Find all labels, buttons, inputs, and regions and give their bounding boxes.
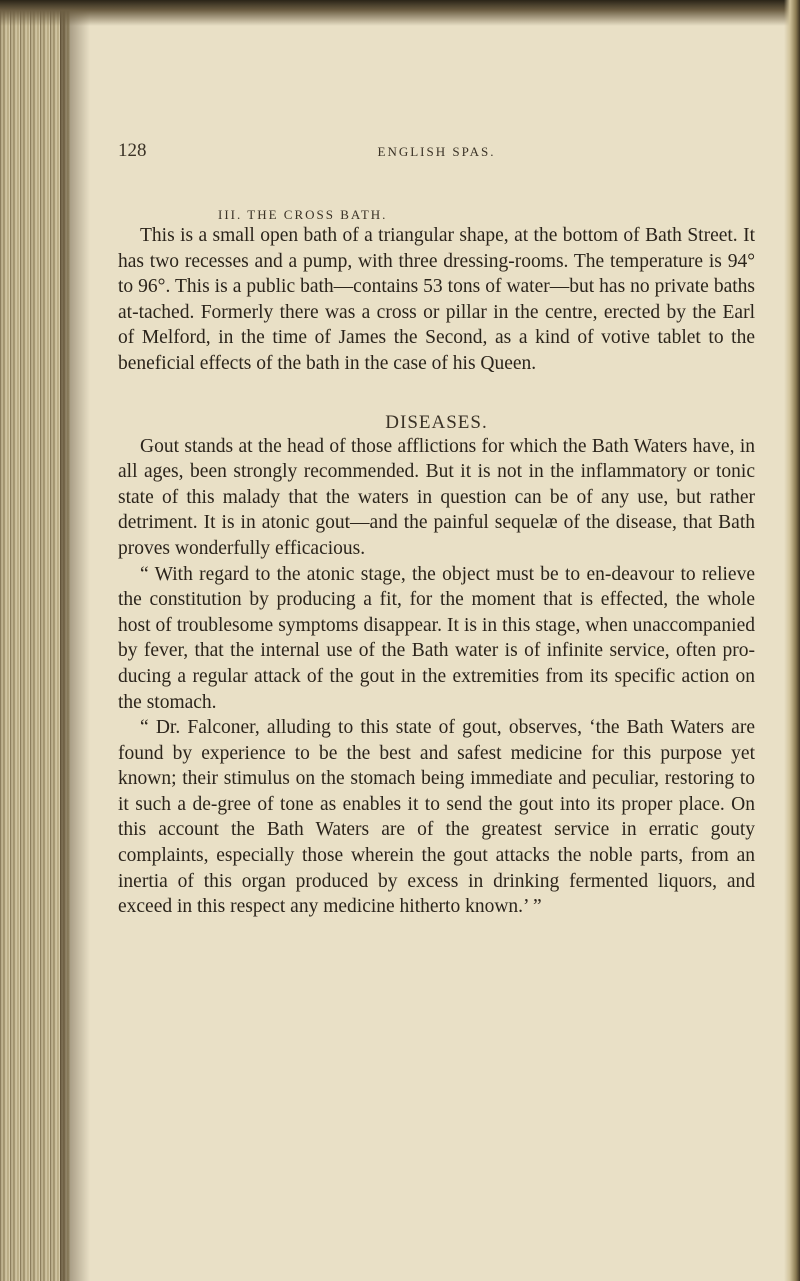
running-title: ENGLISH SPAS. xyxy=(377,144,496,159)
page-header xyxy=(118,140,755,164)
cross-bath-paragraph: This is a small open bath of a triangular shape, at the bottom of Bath Street. It has two recesses and a pump, with three dressing-rooms. The temperature is 94° to 96°. This is a public bath—contains 53 tons of water—but has no private baths at-tached. Formerly there was a cross or pillar in the centre, erected by the Earl of Melford, in the time of James the Second, as a kind of votive tablet to the beneficial effects of the bath in the case of his Queen. xyxy=(118,225,755,374)
page-top-edge xyxy=(0,0,800,26)
book-page xyxy=(118,140,755,920)
page-number: 128 xyxy=(118,140,147,161)
gout-paragraph: Gout stands at the head of those afflictions for which the Bath Waters have, in all ages, been strongly recommended. But it is not in the inflammatory or tonic state of this malady that the waters in question can be of any use, but rather detriment. It is in atonic gout—and the painful sequelæ of the disease, that Bath proves wonderfully efficacious. xyxy=(118,435,755,559)
atonic-stage-paragraph: “ With regard to the atonic stage, the object must be to en-deavour to relieve the constitution by producing a fit, for the moment that is effected, the whole host of troublesome symptoms disappear. It is in this stage, when unaccompanied by fever, that the internal use of the Bath water is of infinite service, often pro-ducing a regular attack of the gout in the extremities from its specific action on the stomach. xyxy=(118,563,755,713)
falconer-quote-paragraph: “ Dr. Falconer, alluding to this state of gout, observes, ‘the Bath Waters are found by experience to be the best and safest medicine for this purpose yet known; their stimulus on the stomach being immediate and peculiar, restoring to it such a de-gree of tone as enables it to send the gout into its proper place. On this account the Bath Waters are of the greatest service in erratic gouty complaints, especially those wherein the gout attacks the noble parts, from an inertia of this organ produced by excess in drinking fermented liquors, and exceed in this respect any medicine hitherto known.’ ” xyxy=(118,717,755,918)
gutter-shadow xyxy=(60,0,90,1281)
diseases-heading: DISEASES. xyxy=(385,411,488,433)
page-right-edge xyxy=(784,0,800,1281)
section-heading: III. THE CROSS BATH. xyxy=(218,207,388,222)
